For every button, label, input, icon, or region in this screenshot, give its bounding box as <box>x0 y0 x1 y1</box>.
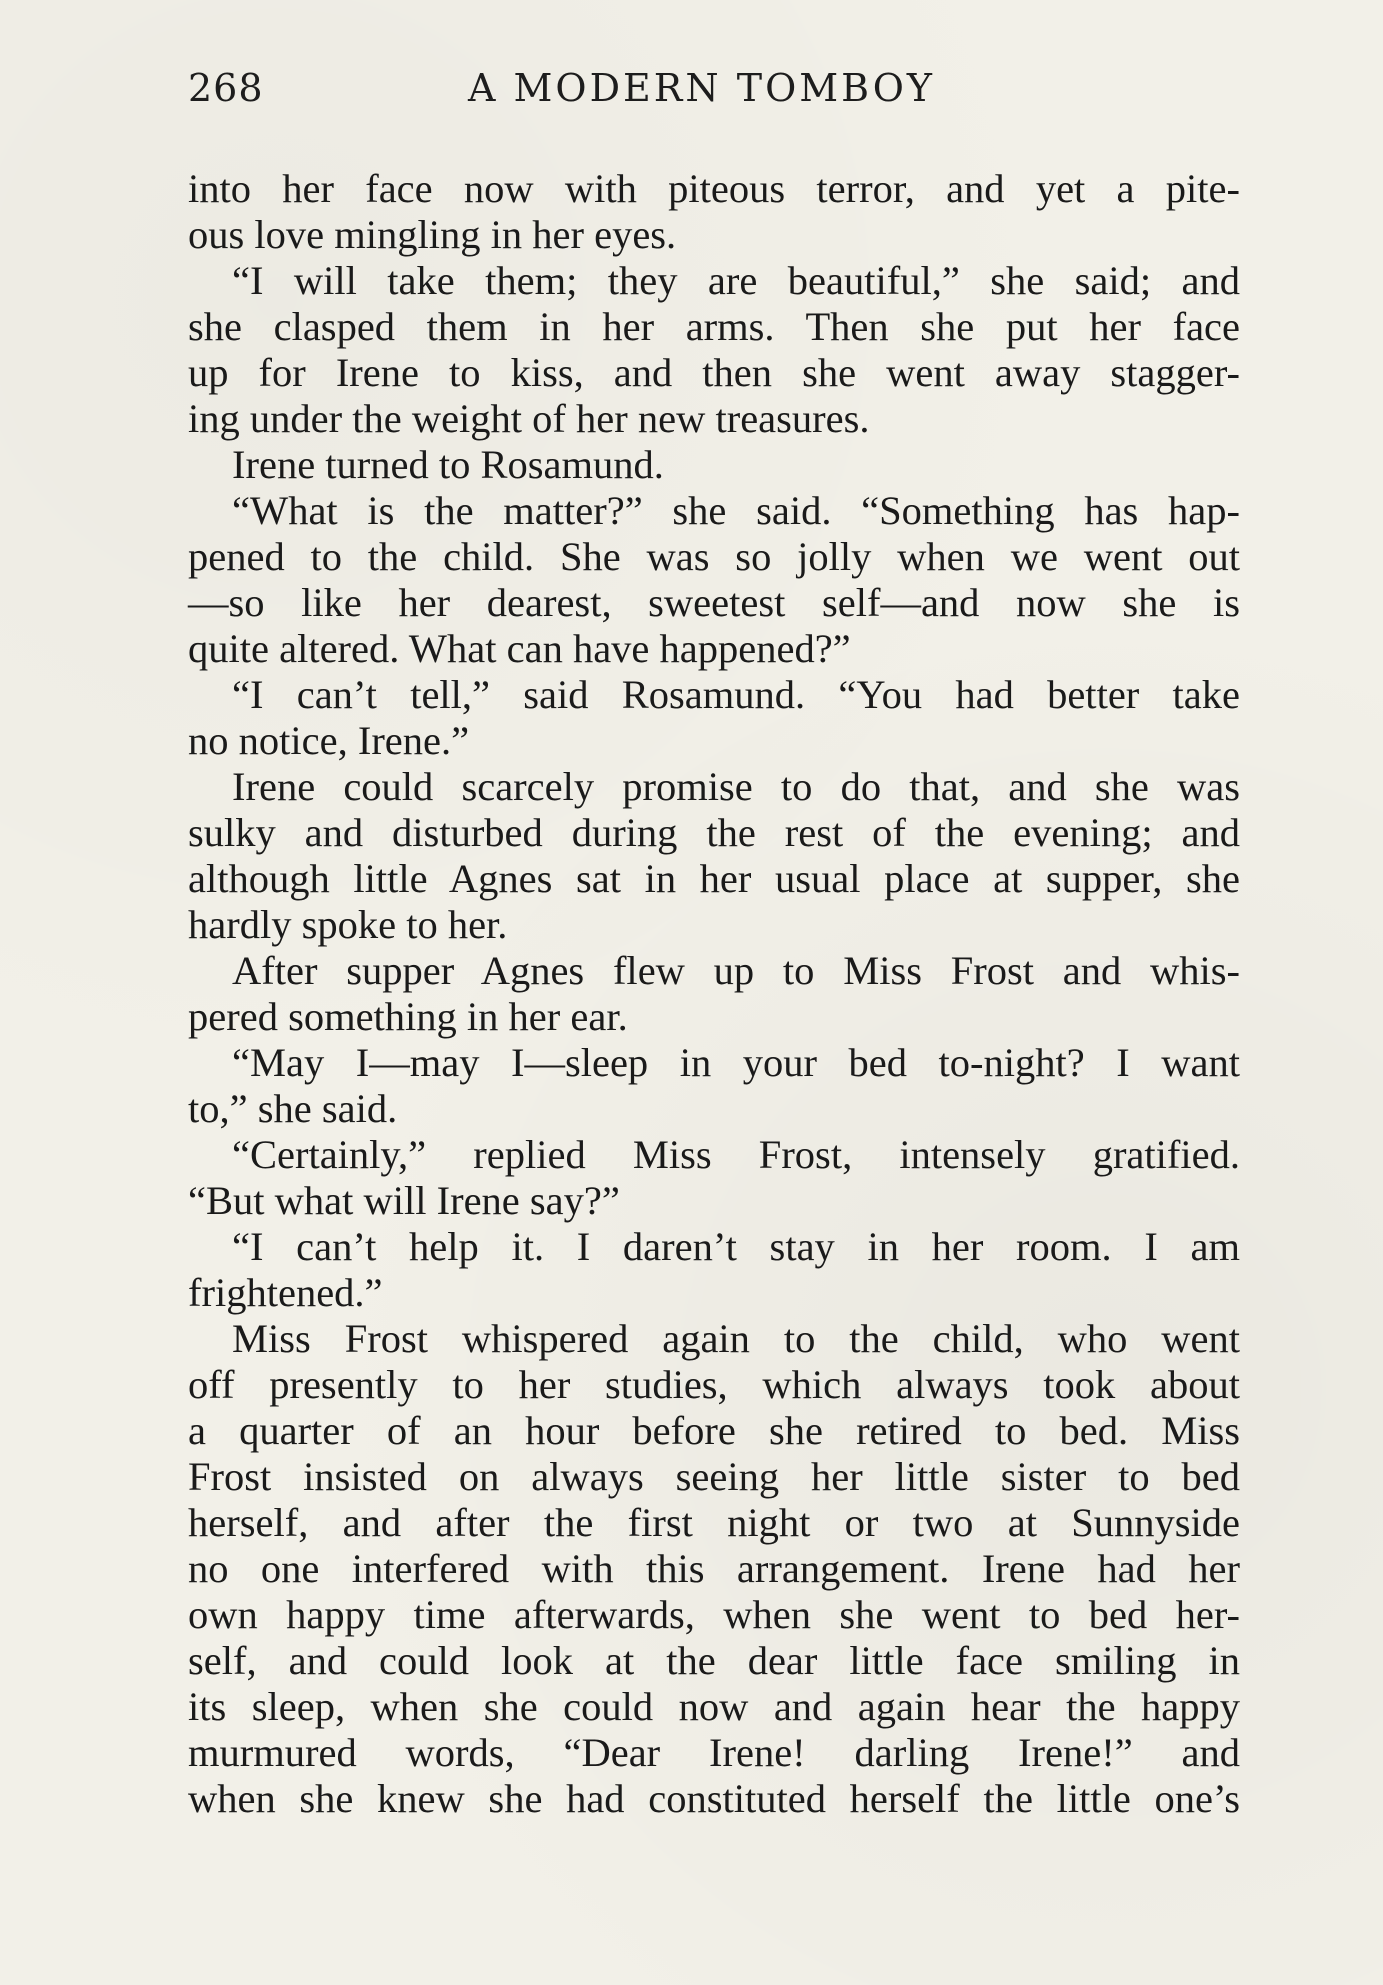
text-line: no notice, Irene.” <box>188 718 470 763</box>
text-line: “I can’t tell,” said Rosamund. “You had better take <box>232 672 1240 717</box>
text-line: off presently to her studies, which always took about <box>188 1362 1240 1407</box>
running-head: A MODERN TOMBOY <box>468 66 936 110</box>
text-line: murmured words, “Dear Irene! darling Irene!” and <box>188 1730 1240 1775</box>
text-line: its sleep, when she could now and again hear the happy <box>188 1684 1240 1729</box>
text-line: she clasped them in her arms. Then she put her face <box>188 304 1240 349</box>
page-header <box>188 66 1238 126</box>
text-line: “I will take them; they are beautiful,” she said; and <box>232 258 1240 303</box>
text-line: Irene could scarcely promise to do that, and she was <box>232 764 1240 809</box>
text-line: own happy time afterwards, when she went to bed her- <box>188 1592 1240 1637</box>
text-line: a quarter of an hour before she retired to bed. Miss <box>188 1408 1240 1453</box>
text-line: —so like her dearest, sweetest self—and now she is <box>188 580 1240 625</box>
text-line: pened to the child. She was so jolly when we went out <box>188 534 1240 579</box>
text-line: pered something in her ear. <box>188 994 628 1039</box>
text-line: quite altered. What can have happened?” <box>188 626 851 671</box>
text-line: ing under the weight of her new treasures. <box>188 396 870 441</box>
text-line: self, and could look at the dear little face smiling in <box>188 1638 1240 1683</box>
text-line: herself, and after the first night or two at Sunnyside <box>188 1500 1240 1545</box>
text-line: “But what will Irene say?” <box>188 1178 620 1223</box>
text-line: Frost insisted on always seeing her little sister to bed <box>188 1454 1240 1499</box>
text-line: to,” she said. <box>188 1086 398 1131</box>
text-line: sulky and disturbed during the rest of the evening; and <box>188 810 1240 855</box>
text-line: “What is the matter?” she said. “Something has hap- <box>232 488 1240 533</box>
text-line: although little Agnes sat in her usual place at supper, she <box>188 856 1240 901</box>
text-line: Miss Frost whispered again to the child, who went <box>232 1316 1240 1361</box>
text-line: After supper Agnes flew up to Miss Frost and whis- <box>232 948 1240 993</box>
body-text <box>188 166 1240 1822</box>
text-line: hardly spoke to her. <box>188 902 508 947</box>
text-line: no one interfered with this arrangement. Irene had her <box>188 1546 1240 1591</box>
text-line: Irene turned to Rosamund. <box>232 442 664 487</box>
text-line: “I can’t help it. I daren’t stay in her room. I am <box>232 1224 1240 1269</box>
text-line: frightened.” <box>188 1270 383 1315</box>
text-line: ous love mingling in her eyes. <box>188 212 677 257</box>
text-line: into her face now with piteous terror, and yet a pite- <box>188 166 1240 211</box>
text-line: “Certainly,” replied Miss Frost, intensely gratified. <box>232 1132 1240 1177</box>
text-line: up for Irene to kiss, and then she went away stagger- <box>188 350 1240 395</box>
text-line: “May I—may I—sleep in your bed to-night? I want <box>232 1040 1240 1085</box>
page-number: 268 <box>188 66 264 110</box>
text-line: when she knew she had constituted herself the little one’s <box>188 1776 1240 1821</box>
